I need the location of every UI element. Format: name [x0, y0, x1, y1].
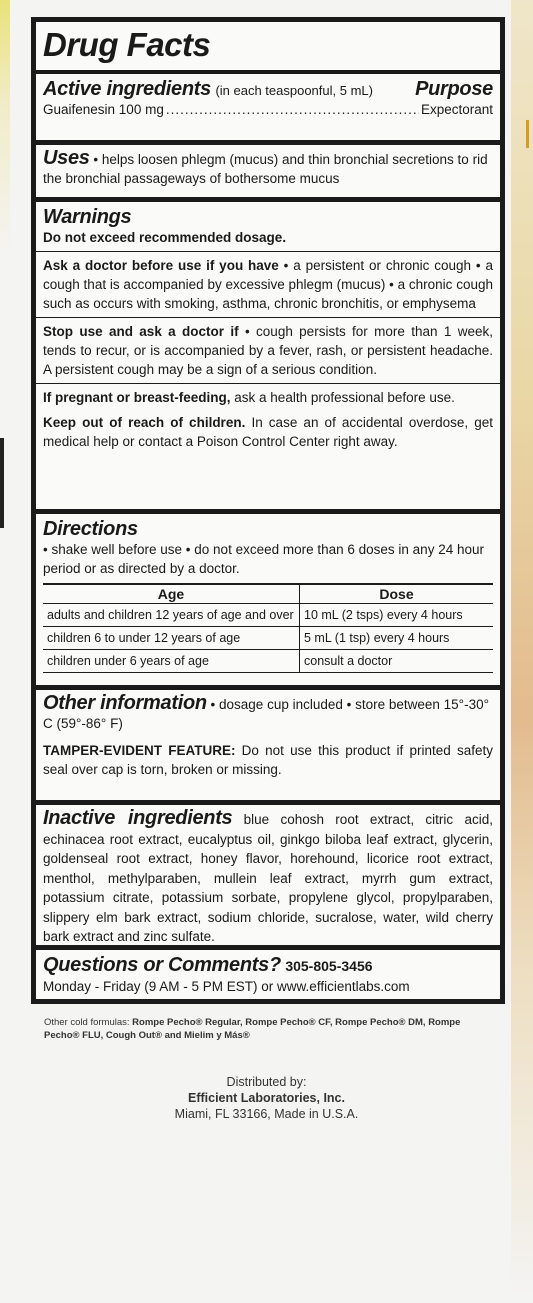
- pregnant-text: ask a health professional before use.: [230, 389, 455, 405]
- uses-paragraph: [43, 149, 493, 188]
- stop-use-text: • cough persists for more than 1 week, tends to recur, or is accompanied by a fever, rash, or persistent headache. A persistent cough may be a sign of a serious condition.: [43, 323, 493, 377]
- divider: [36, 383, 500, 384]
- age-cell: adults and children 12 years of age and over: [43, 603, 300, 626]
- dose-cell: 5 mL (1 tsp) every 4 hours: [300, 626, 494, 649]
- other-formulas-lead: Other cold formulas:: [44, 1017, 133, 1028]
- dosage-table-header: [43, 584, 493, 604]
- tamper-text: Do not use this product if printed safety seal over cap is torn, broken or missing.: [43, 742, 493, 777]
- drug-facts-panel: [31, 17, 505, 1004]
- purpose-heading: Purpose: [415, 78, 493, 100]
- directions-text: • shake well before use • do not exceed more than 6 doses in any 24 hour period or as directed by a doctor.: [43, 541, 484, 576]
- active-ingredients-heading: [43, 78, 373, 101]
- other-info-heading: Other information: [43, 691, 207, 714]
- uses-text: • helps loosen phlegm (mucus) and thin bronchial secretions to rid the bronchial passageways of bothersome mucus: [43, 152, 488, 187]
- drug-facts-title: Drug Facts: [43, 26, 211, 63]
- active-heading-note: (in each teaspoonful, 5 mL): [215, 83, 373, 98]
- inactive-ingredients-paragraph: [43, 809, 493, 947]
- inactive-text: blue cohosh root extract, citric acid, echinacea root extract, eucalyptus oil, ginkgo biloba leaf extract, glycerin, goldenseal root extract, honey flavor, horehound, licorice root extract, menthol, methylparaben, mullein leaf extract, myrrh gum extract, potassium citrate, potassium sorbate, propylene glycol, propylparaben, slippery elm bark extract, sodium chloride, sucralose, water, wild cherry bark extract and zinc sulfate.: [43, 812, 493, 944]
- dosage-table: [43, 583, 493, 673]
- ask-doctor-lead: Ask a doctor before use if you have: [43, 257, 279, 273]
- uses-section: [36, 145, 500, 197]
- other-info-text: • dosage cup included • store between 15°-30° C (59°-86° F): [43, 696, 489, 731]
- keep-out-text: In case an of accidental overdose, get medical help or contact a Poison Control Center right away.: [43, 414, 493, 449]
- edge-mark: [0, 438, 4, 528]
- questions-section: [36, 950, 500, 999]
- other-info-paragraph: [43, 691, 493, 733]
- divider: [36, 317, 500, 318]
- stop-use-lead: Stop use and ask a doctor if: [43, 323, 239, 339]
- active-ingredients-header: [43, 78, 493, 101]
- age-cell: children 6 to under 12 years of age: [43, 626, 300, 649]
- other-formulas-list: Rompe Pecho® Regular, Rompe Pecho® CF, Rompe Pecho® DM, Rompe Pecho® FLU, Cough Out® and Mielim y Más®: [44, 1017, 461, 1041]
- questions-heading-row: [43, 954, 493, 978]
- questions-heading: Questions or Comments?: [43, 954, 281, 976]
- keep-out-lead: Keep out of reach of children.: [43, 414, 246, 430]
- dose-cell: 10 mL (2 tsps) every 4 hours: [300, 603, 494, 626]
- inactive-ingredients-section: [36, 805, 500, 945]
- contact-hours: Monday - Friday (9 AM - 5 PM EST) or www.efficientlabs.com: [43, 979, 410, 994]
- table-row: [43, 603, 493, 626]
- ask-doctor-text: • a persistent or chronic cough • a cough that is accompanied by excessive phlegm (mucus) • a chronic cough such as occurs with smoking, asthma, chronic bronchitis, or emphysema: [43, 257, 493, 311]
- ask-doctor-warning: [43, 253, 493, 316]
- directions-heading: Directions: [43, 517, 138, 540]
- active-ingredient-row: [43, 101, 493, 119]
- table-row: [43, 649, 493, 672]
- tamper-evident-paragraph: [43, 741, 493, 779]
- children-warning: [43, 410, 493, 454]
- drug-facts-header-section: [36, 22, 500, 140]
- uses-heading: Uses: [43, 147, 90, 170]
- pregnant-lead: If pregnant or breast-feeding,: [43, 389, 231, 405]
- directions-section: [36, 514, 500, 685]
- other-formulas-note: [44, 1016, 494, 1042]
- warnings-heading: Warnings: [43, 205, 132, 228]
- age-column-header: Age: [43, 584, 300, 604]
- dose-cell: consult a doctor: [300, 649, 494, 672]
- ingredient-name: Guaifenesin 100 mg: [43, 102, 164, 117]
- other-information-section: [36, 690, 500, 800]
- table-row: [43, 626, 493, 649]
- warnings-section: [36, 202, 500, 509]
- dose-column-header: Dose: [300, 584, 494, 604]
- pregnancy-warning: [43, 385, 493, 410]
- edge-mark: [526, 120, 529, 148]
- distributor-label: Distributed by:: [226, 1075, 307, 1089]
- divider: [36, 70, 500, 74]
- tamper-lead: TAMPER-EVIDENT FEATURE:: [43, 742, 236, 758]
- inactive-heading: Inactive ingredients: [43, 807, 233, 829]
- age-cell: children under 6 years of age: [43, 649, 300, 672]
- leader-dots: [166, 101, 419, 119]
- stop-use-warning: [43, 319, 493, 382]
- distributor-company: Efficient Laboratories, Inc.: [188, 1091, 345, 1105]
- dosage-warning: Do not exceed recommended dosage.: [43, 229, 287, 245]
- ingredient-purpose: Expectorant: [420, 102, 493, 117]
- active-heading-text: Active ingredients: [43, 78, 211, 100]
- divider: [36, 251, 500, 252]
- distributor-address: Miami, FL 33166, Made in U.S.A.: [174, 1107, 359, 1121]
- phone-number: 305-805-3456: [285, 958, 373, 974]
